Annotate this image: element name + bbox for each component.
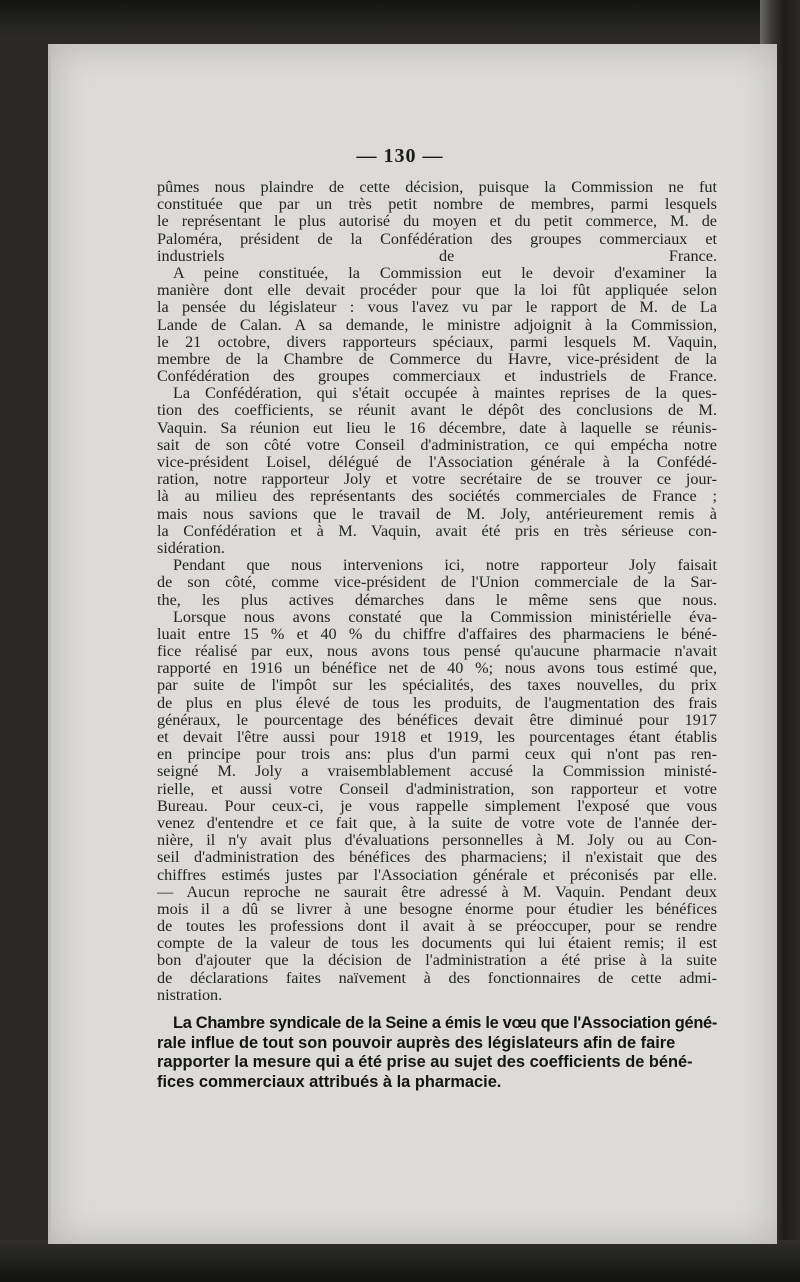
text-line: là au milieu des représentants des sociétés commerciales de France ; bbox=[157, 488, 717, 506]
text-line: sidération. bbox=[157, 539, 225, 557]
text-line: fice réalisé par eux, nous avons tous pensé qu'aucune pharmacie n'avait bbox=[157, 643, 717, 661]
text-line: de déclarations faites naïvement à des fonctionnaires de cette admi- bbox=[157, 969, 717, 987]
text-line: Lorsque nous avons constaté que la Commission ministérielle éva- bbox=[173, 608, 717, 626]
text-line: the, les plus actives démarches dans le même sens que nous. bbox=[157, 591, 717, 609]
text-line: rapporté en 1916 un bénéfice net de 40 %; nous avons tous estimé que, bbox=[157, 660, 717, 678]
scan-border-bottom bbox=[0, 1240, 800, 1282]
text-line: bon d'ajouter que la décision de l'administration a été prise à la suite bbox=[157, 952, 717, 970]
text-line: Bureau. Pour ceux-ci, je vous rappelle simplement l'exposé que vous bbox=[157, 797, 717, 815]
text-line: Pendant que nous intervenions ici, notre rapporteur Joly faisait bbox=[173, 557, 717, 575]
text-line: et devait l'être aussi pour 1918 et 1919, les pourcentages étant établis bbox=[157, 729, 717, 746]
text-line: chiffres estimés justes par l'Association générale et préconisés par elle. bbox=[157, 866, 717, 884]
text-line: — Aucun reproche ne saurait être adressé à M. Vaquin. Pendant deux bbox=[157, 883, 717, 901]
text-line: tion des coefficients, se réunit avant le dépôt des conclusions de M. bbox=[157, 402, 717, 420]
text-line: constituée que par un très petit nombre de membres, parmi lesquels bbox=[157, 196, 717, 214]
text-line: en principe pour trois ans: plus d'un parmi ceux qui n'ont pas ren- bbox=[157, 746, 717, 764]
resolution-line: rale influe de tout son pouvoir auprès des législateurs afin de faire bbox=[157, 1033, 676, 1052]
resolution-text bbox=[157, 1014, 717, 1092]
text-line: La Confédération, qui s'était occupée à maintes reprises de la ques- bbox=[173, 385, 717, 403]
text-line: venez d'entendre et ce fait que, à la suite de votre vote de l'année der- bbox=[157, 814, 717, 832]
resolution-line: rapporter la mesure qui a été prise au sujet des coefficients de béné- bbox=[157, 1053, 693, 1071]
resolution-line: fices commerciaux attribués à la pharmacie. bbox=[157, 1072, 502, 1091]
text-line: la Confédération et à M. Vaquin, avait été pris en très sérieuse con- bbox=[157, 522, 717, 540]
text-line: ration, notre rapporteur Joly et votre secrétaire de se trouver ce jour- bbox=[157, 471, 717, 489]
text-line: A peine constituée, la Commission eut le devoir d'examiner la bbox=[173, 264, 717, 282]
text-line: membre de la Chambre de Commerce du Havre, vice-président de la bbox=[157, 350, 717, 368]
text-line: luait entre 15 % et 40 % du chiffre d'affaires des pharmaciens le béné- bbox=[157, 625, 717, 643]
text-line: de son côté, comme vice-président de l'Union commerciale de la Sar- bbox=[157, 574, 717, 592]
text-line: nistration. bbox=[157, 986, 223, 1004]
text-line: seigné M. Joly a vraisemblablement accusé la Commission ministé- bbox=[157, 763, 717, 781]
scan-border-top bbox=[0, 0, 800, 40]
text-line: par suite de l'impôt sur les spécialités, des taxes nouvelles, du prix bbox=[157, 677, 717, 695]
text-line: Confédération des groupes commerciaux et industriels de France. bbox=[157, 368, 717, 386]
text-line: compte de la valeur de tous les documents qui lui étaient remis; il est bbox=[157, 935, 717, 953]
text-line: généraux, le pourcentage des bénéfices devait être diminué pour 1917 bbox=[157, 711, 717, 729]
text-line: le 21 octobre, divers rapporteurs spéciaux, parmi lesquels M. Vaquin, bbox=[157, 333, 717, 351]
text-line: la pensée du législateur : vous l'avez vu par le rapport de M. de La bbox=[157, 299, 717, 317]
text-line: mois il a dû se livrer à une besogne énorme pour étudier les bénéfices bbox=[157, 900, 717, 918]
resolution-line: La Chambre syndicale de la Seine a émis le vœu que l'Association géné- bbox=[173, 1014, 718, 1032]
text-line: seil d'administration des bénéfices des pharmaciens; il n'existait que des bbox=[157, 849, 717, 867]
text-line: Vaquin. Sa réunion eut lieu le 16 décembre, date à laquelle se réunis- bbox=[157, 419, 717, 437]
text-line: mais nous savions que le travail de M. Joly, antérieurement remis à bbox=[157, 505, 717, 523]
text-line: manière dont elle devait procéder pour que la loi fût appliquée selon bbox=[157, 282, 717, 300]
text-line: Paloméra, président de la Confédération des groupes commerciaux et bbox=[157, 230, 717, 248]
page-number: — 130 — bbox=[356, 145, 444, 167]
text-line: le représentant le plus autorisé du moyen et du petit commerce, M. de bbox=[157, 213, 717, 231]
text-line: de plus en plus élevé de tous les produits, de l'augmentation des frais bbox=[157, 694, 717, 712]
text-line: pûmes nous plaindre de cette décision, puisque la Commission ne fut bbox=[157, 179, 717, 196]
text-line: nière, il n'y avait plus d'évaluations personnelles à M. Joly ou au Con- bbox=[157, 832, 717, 850]
text-line: rielle, et aussi votre Conseil d'administration, son rapporteur et votre bbox=[157, 780, 717, 798]
text-line: vice-président Loisel, délégué de l'Association générale à la Confédé- bbox=[157, 454, 717, 471]
body-text bbox=[157, 179, 717, 1004]
text-line: sait de son côté votre Conseil d'administration, ce qui empécha notre bbox=[157, 436, 717, 454]
text-line: Lande de Calan. A sa demande, le ministre adjoignit à la Commission, bbox=[157, 316, 717, 334]
text-line: industriels de France. bbox=[157, 247, 717, 265]
text-line: de toutes les professions dont il avait à se préoccuper, pour se rendre bbox=[157, 918, 717, 936]
